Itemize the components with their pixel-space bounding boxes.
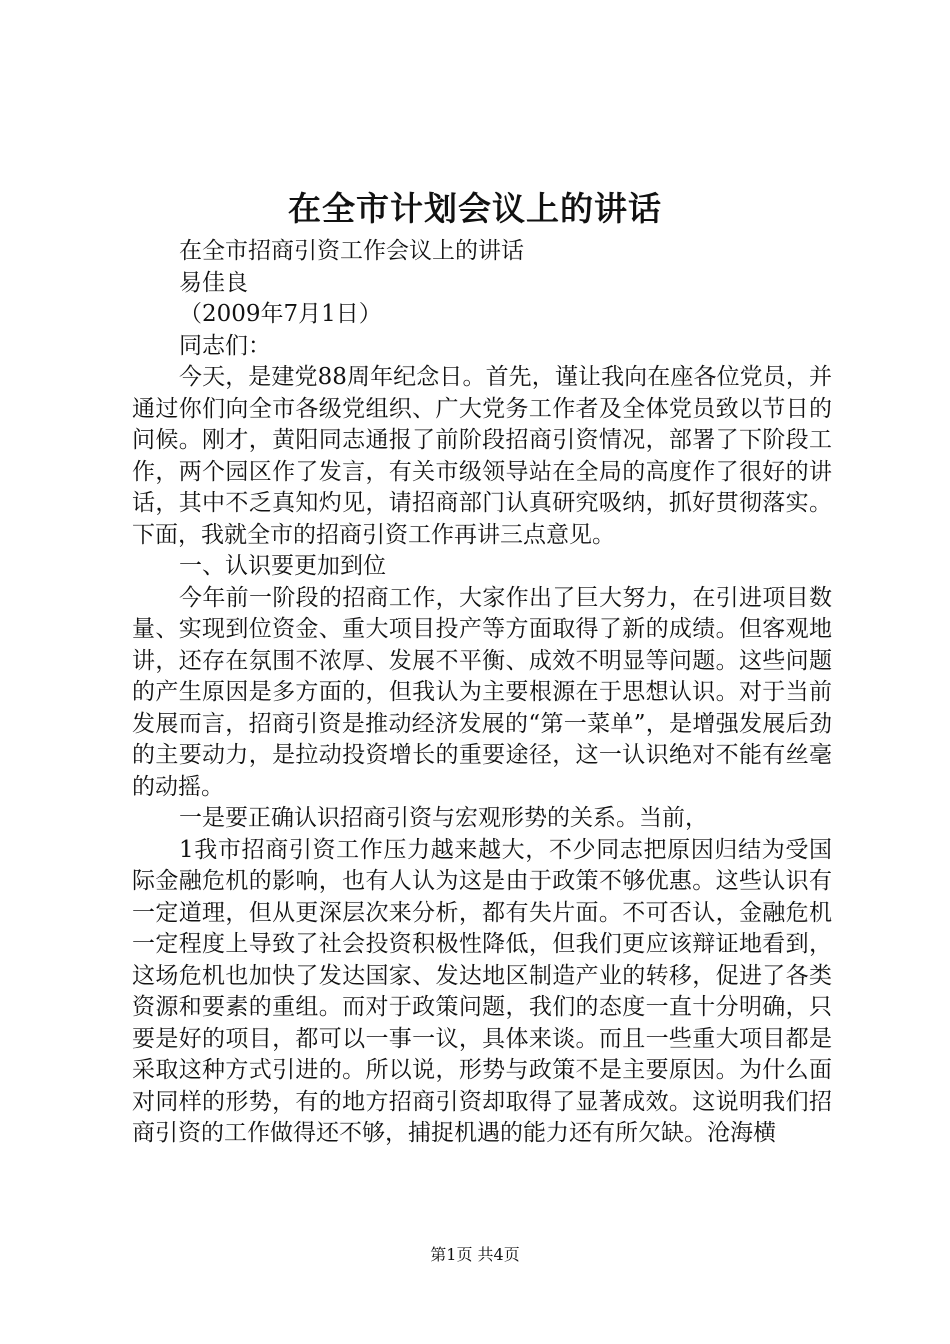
paragraph: 1我市招商引资工作压力越来越大，不少同志把原因归结为受国际金融危机的影响，也有人认为这是由于政策不够优惠。这些认识有一定道理，但从更深层次来分析，都有失片面。不可否认，金融危机一定程度上导致了社会投资积极性降低，但我们更应该辩证地看到，这场危机也加快了发达国家、发达地区制造产业的转移，促进了各类资源和要素的重组。而对于政策问题，我们的态度一直十分明确，只要是好的项目，都可以一事一议，具体来谈。而且一些重大项目都是采取这种方式引进的。所以说，形势与政策不是主要原因。为什么面对同样的形势，有的地方招商引资却取得了显著成效。这说明我们招商引资的工作做得还不够，捕捉机遇的能力还有所欠缺。沧海横 [132, 836, 832, 1146]
section-heading: 一、认识要更加到位 [179, 553, 386, 579]
document-body [132, 236, 832, 1150]
page-footer: 第1页 共4页 [430, 1245, 520, 1264]
speaker-name: 易佳良 [179, 269, 248, 296]
paragraph: 今年前一阶段的招商工作，大家作出了巨大努力，在引进项目数量、实现到位资金、重大项目投产等方面取得了新的成绩。但客观地讲，还存在氛围不浓厚、发展不平衡、成效不明显等问题。这些问题的产生原因是多方面的，但我认为主要根源在于思想认识。对于当前发展而言，招商引资是推动经济发展的“第一菜单”，是增强发展后劲的主要动力，是拉动投资增长的重要途径，这一认识绝对不能有丝毫的动摇。 [132, 584, 832, 800]
speech-date: （2009年7月1日） [179, 301, 382, 327]
paragraph: 今天，是建党88周年纪念日。首先，谨让我向在座各位党员，并通过你们向全市各级党组织、广大党务工作者及全体党员致以节日的问候。刚才，黄阳同志通报了前阶段招商引资情况，部署了下阶段工作，两个园区作了发言，有关市级领导站在全局的高度作了很好的讲话，其中不乏真知灼见，请招商部门认真研究吸纳，抓好贯彻落实。下面，我就全市的招商引资工作再讲三点意见。 [132, 364, 832, 548]
paragraph: 一是要正确认识招商引资与宏观形势的关系。当前， [179, 805, 708, 831]
salutation: 同志们： [179, 332, 271, 359]
document-title: 在全市计划会议上的讲话 [288, 189, 662, 228]
speech-heading: 在全市招商引资工作会议上的讲话 [179, 238, 524, 264]
